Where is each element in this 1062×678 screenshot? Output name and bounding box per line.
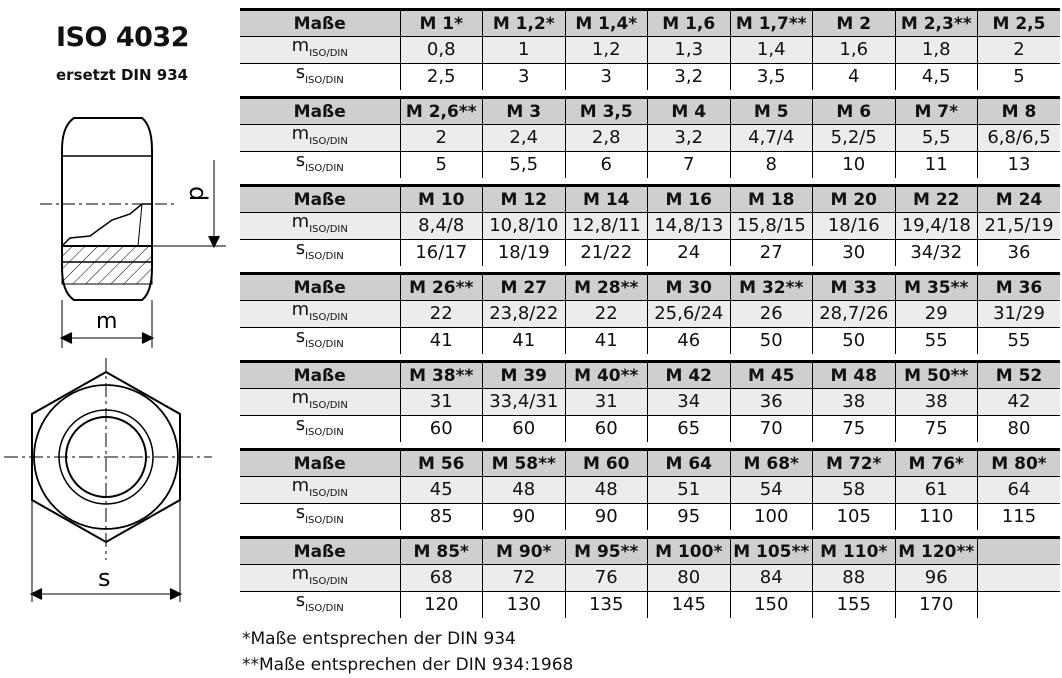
m-value-cell: 48 [483, 477, 566, 504]
size-cell: M 60 [565, 450, 648, 477]
size-cell: M 50** [895, 362, 978, 389]
m-value-cell: 38 [813, 389, 896, 416]
s-row [240, 240, 1060, 267]
size-cell: M 76* [895, 450, 978, 477]
s-row [240, 152, 1060, 179]
header-row [240, 274, 1060, 301]
s-row-label [240, 240, 400, 267]
size-cell: M 120** [895, 538, 978, 565]
size-cell: M 27 [483, 274, 566, 301]
s-symbol: s [295, 63, 306, 83]
m-symbol: m [291, 564, 310, 584]
m-value-cell: 76 [565, 565, 648, 592]
header-row [240, 186, 1060, 213]
size-table [240, 536, 1060, 618]
size-table [240, 8, 1060, 90]
s-value-cell: 5 [400, 152, 483, 179]
page-subtitle: ersetzt DIN 934 [56, 66, 189, 84]
size-cell: M 2,6** [400, 98, 483, 125]
size-cell: M 39 [483, 362, 566, 389]
s-value-cell: 4 [813, 64, 896, 91]
m-row-label [240, 477, 400, 504]
m-value-cell: 10,8/10 [483, 213, 566, 240]
header-row-label: Maße [240, 538, 400, 565]
m-row [240, 37, 1060, 64]
s-value-cell: 24 [648, 240, 731, 267]
s-value-cell: 170 [895, 592, 978, 619]
m-value-cell: 96 [895, 565, 978, 592]
m-value-cell: 8,4/8 [400, 213, 483, 240]
m-value-cell: 2 [400, 125, 483, 152]
size-cell: M 3,5 [565, 98, 648, 125]
s-value-cell [978, 592, 1061, 619]
s-value-cell: 105 [813, 504, 896, 531]
dimension-label-s: s [98, 564, 111, 592]
m-value-cell: 5,2/5 [813, 125, 896, 152]
size-cell: M 6 [813, 98, 896, 125]
s-value-cell: 145 [648, 592, 731, 619]
size-cell: M 30 [648, 274, 731, 301]
size-cell: M 72* [813, 450, 896, 477]
m-value-cell: 1,4 [730, 37, 813, 64]
s-value-cell: 50 [730, 328, 813, 355]
s-value-cell: 130 [483, 592, 566, 619]
s-symbol: s [295, 239, 306, 259]
size-cell: M 68* [730, 450, 813, 477]
size-cell: M 2 [813, 10, 896, 37]
m-value-cell: 18/16 [813, 213, 896, 240]
header-row-label: Maße [240, 362, 400, 389]
m-value-cell: 1,3 [648, 37, 731, 64]
m-value-cell: 88 [813, 565, 896, 592]
s-value-cell: 65 [648, 416, 731, 443]
s-subscript: ISO/DIN [305, 75, 344, 86]
m-value-cell: 1,8 [895, 37, 978, 64]
s-row-label [240, 416, 400, 443]
s-row [240, 592, 1060, 619]
s-value-cell: 90 [483, 504, 566, 531]
s-row-label [240, 64, 400, 91]
size-cell: M 8 [978, 98, 1061, 125]
s-value-cell: 16/17 [400, 240, 483, 267]
s-value-cell: 2,5 [400, 64, 483, 91]
s-value-cell: 110 [895, 504, 978, 531]
size-cell: M 42 [648, 362, 731, 389]
m-value-cell: 6,8/6,5 [978, 125, 1061, 152]
s-value-cell: 60 [565, 416, 648, 443]
m-value-cell: 2,4 [483, 125, 566, 152]
s-value-cell: 3,5 [730, 64, 813, 91]
s-value-cell: 55 [895, 328, 978, 355]
s-row [240, 64, 1060, 91]
size-cell: M 14 [565, 186, 648, 213]
s-value-cell: 27 [730, 240, 813, 267]
s-value-cell: 3 [565, 64, 648, 91]
header-row-label: Maße [240, 98, 400, 125]
s-value-cell: 75 [813, 416, 896, 443]
s-value-cell: 3,2 [648, 64, 731, 91]
s-value-cell: 150 [730, 592, 813, 619]
s-value-cell: 70 [730, 416, 813, 443]
s-value-cell: 60 [483, 416, 566, 443]
size-cell: M 18 [730, 186, 813, 213]
m-value-cell: 58 [813, 477, 896, 504]
m-value-cell: 5,5 [895, 125, 978, 152]
m-value-cell: 22 [400, 301, 483, 328]
header-row [240, 362, 1060, 389]
s-symbol: s [295, 503, 306, 523]
size-table [240, 360, 1060, 442]
size-cell: M 80* [978, 450, 1061, 477]
size-cell: M 32** [730, 274, 813, 301]
size-cell: M 7* [895, 98, 978, 125]
size-cell: M 64 [648, 450, 731, 477]
m-symbol: m [291, 300, 310, 320]
m-subscript: ISO/DIN [309, 48, 348, 59]
size-cell: M 100* [648, 538, 731, 565]
s-symbol: s [295, 327, 306, 347]
size-cell: M 40** [565, 362, 648, 389]
size-table [240, 184, 1060, 266]
m-value-cell: 1 [483, 37, 566, 64]
page-title: ISO 4032 [56, 22, 189, 53]
m-value-cell: 31/29 [978, 301, 1061, 328]
m-row-label [240, 301, 400, 328]
m-row [240, 389, 1060, 416]
header-row-label: Maße [240, 186, 400, 213]
s-value-cell: 7 [648, 152, 731, 179]
size-cell: M 105** [730, 538, 813, 565]
s-value-cell: 6 [565, 152, 648, 179]
s-value-cell: 100 [730, 504, 813, 531]
m-value-cell: 72 [483, 565, 566, 592]
side-view [40, 118, 226, 348]
s-value-cell: 55 [978, 328, 1061, 355]
size-cell: M 95** [565, 538, 648, 565]
m-symbol: m [291, 124, 310, 144]
s-symbol: s [295, 591, 306, 611]
m-value-cell: 26 [730, 301, 813, 328]
s-value-cell: 30 [813, 240, 896, 267]
m-value-cell: 51 [648, 477, 731, 504]
dimension-label-m: m [96, 309, 118, 334]
s-value-cell: 21/22 [565, 240, 648, 267]
s-value-cell: 5,5 [483, 152, 566, 179]
m-value-cell: 31 [400, 389, 483, 416]
size-cell: M 2,3** [895, 10, 978, 37]
m-value-cell [978, 565, 1061, 592]
m-value-cell: 80 [648, 565, 731, 592]
m-subscript: ISO/DIN [309, 576, 348, 587]
size-cell: M 58** [483, 450, 566, 477]
s-value-cell: 135 [565, 592, 648, 619]
size-cell: M 1,4* [565, 10, 648, 37]
size-cell: M 45 [730, 362, 813, 389]
m-row-label [240, 37, 400, 64]
m-symbol: m [291, 388, 310, 408]
m-symbol: m [291, 212, 310, 232]
header-row-label: Maße [240, 10, 400, 37]
s-value-cell: 3 [483, 64, 566, 91]
s-symbol: s [295, 415, 306, 435]
s-subscript: ISO/DIN [305, 163, 344, 174]
size-cell: M 2,5 [978, 10, 1061, 37]
m-value-cell: 61 [895, 477, 978, 504]
size-cell: M 36 [978, 274, 1061, 301]
s-value-cell: 18/19 [483, 240, 566, 267]
s-symbol: s [295, 151, 306, 171]
size-cell: M 4 [648, 98, 731, 125]
dimension-label-d: d [184, 186, 212, 202]
s-value-cell: 10 [813, 152, 896, 179]
footnote-1: *Maße entsprechen der DIN 934 [242, 629, 516, 649]
footnotes [242, 626, 573, 678]
m-value-cell: 54 [730, 477, 813, 504]
s-row-label [240, 504, 400, 531]
m-value-cell: 0,8 [400, 37, 483, 64]
m-value-cell: 28,7/26 [813, 301, 896, 328]
header-row-label: Maße [240, 274, 400, 301]
m-value-cell: 22 [565, 301, 648, 328]
m-value-cell: 4,7/4 [730, 125, 813, 152]
m-value-cell: 3,2 [648, 125, 731, 152]
s-subscript: ISO/DIN [305, 427, 344, 438]
size-cell: M 16 [648, 186, 731, 213]
m-row [240, 565, 1060, 592]
size-cell: M 22 [895, 186, 978, 213]
s-value-cell: 5 [978, 64, 1061, 91]
size-cell: M 1* [400, 10, 483, 37]
size-cell: M 24 [978, 186, 1061, 213]
m-symbol: m [291, 476, 310, 496]
m-value-cell: 38 [895, 389, 978, 416]
size-cell: M 28** [565, 274, 648, 301]
m-value-cell: 48 [565, 477, 648, 504]
m-row [240, 125, 1060, 152]
s-row [240, 416, 1060, 443]
m-row [240, 477, 1060, 504]
m-value-cell: 68 [400, 565, 483, 592]
m-value-cell: 2 [978, 37, 1061, 64]
s-value-cell: 50 [813, 328, 896, 355]
m-subscript: ISO/DIN [309, 488, 348, 499]
size-cell: M 33 [813, 274, 896, 301]
m-value-cell: 31 [565, 389, 648, 416]
m-value-cell: 1,2 [565, 37, 648, 64]
header-row [240, 98, 1060, 125]
s-row [240, 328, 1060, 355]
size-cell [978, 538, 1061, 565]
dimension-tables [240, 8, 1060, 624]
size-cell: M 10 [400, 186, 483, 213]
m-subscript: ISO/DIN [309, 224, 348, 235]
s-value-cell: 34/32 [895, 240, 978, 267]
size-cell: M 35** [895, 274, 978, 301]
m-row-label [240, 565, 400, 592]
m-value-cell: 42 [978, 389, 1061, 416]
m-row [240, 301, 1060, 328]
m-subscript: ISO/DIN [309, 136, 348, 147]
size-cell: M 3 [483, 98, 566, 125]
s-value-cell: 95 [648, 504, 731, 531]
size-cell: M 90* [483, 538, 566, 565]
header-row [240, 538, 1060, 565]
size-cell: M 5 [730, 98, 813, 125]
s-value-cell: 36 [978, 240, 1061, 267]
s-value-cell: 120 [400, 592, 483, 619]
m-value-cell: 19,4/18 [895, 213, 978, 240]
s-subscript: ISO/DIN [305, 339, 344, 350]
hex-nut-drawing [0, 0, 236, 678]
header-row-label: Maße [240, 450, 400, 477]
m-value-cell: 84 [730, 565, 813, 592]
size-table [240, 272, 1060, 354]
header-row [240, 10, 1060, 37]
size-cell: M 12 [483, 186, 566, 213]
m-value-cell: 12,8/11 [565, 213, 648, 240]
s-row-label [240, 328, 400, 355]
s-value-cell: 155 [813, 592, 896, 619]
size-cell: M 1,6 [648, 10, 731, 37]
s-subscript: ISO/DIN [305, 603, 344, 614]
m-row [240, 213, 1060, 240]
s-value-cell: 46 [648, 328, 731, 355]
left-panel [0, 0, 236, 678]
s-value-cell: 41 [565, 328, 648, 355]
size-cell: M 1,2* [483, 10, 566, 37]
s-value-cell: 41 [483, 328, 566, 355]
s-subscript: ISO/DIN [305, 515, 344, 526]
m-value-cell: 29 [895, 301, 978, 328]
m-value-cell: 2,8 [565, 125, 648, 152]
size-cell: M 48 [813, 362, 896, 389]
size-cell: M 1,7** [730, 10, 813, 37]
s-value-cell: 115 [978, 504, 1061, 531]
s-subscript: ISO/DIN [305, 251, 344, 262]
s-value-cell: 4,5 [895, 64, 978, 91]
m-value-cell: 34 [648, 389, 731, 416]
size-cell: M 26** [400, 274, 483, 301]
size-cell: M 110* [813, 538, 896, 565]
size-cell: M 52 [978, 362, 1061, 389]
s-row-label [240, 152, 400, 179]
size-cell: M 20 [813, 186, 896, 213]
size-table [240, 448, 1060, 530]
s-row [240, 504, 1060, 531]
s-value-cell: 75 [895, 416, 978, 443]
size-cell: M 38** [400, 362, 483, 389]
s-value-cell: 11 [895, 152, 978, 179]
s-value-cell: 41 [400, 328, 483, 355]
s-value-cell: 60 [400, 416, 483, 443]
m-value-cell: 45 [400, 477, 483, 504]
m-value-cell: 64 [978, 477, 1061, 504]
m-value-cell: 1,6 [813, 37, 896, 64]
footnote-2: **Maße entsprechen der DIN 934:1968 [242, 655, 574, 675]
m-value-cell: 15,8/15 [730, 213, 813, 240]
m-row-label [240, 213, 400, 240]
header-row [240, 450, 1060, 477]
m-row-label [240, 125, 400, 152]
m-value-cell: 23,8/22 [483, 301, 566, 328]
s-row-label [240, 592, 400, 619]
s-value-cell: 85 [400, 504, 483, 531]
m-row-label [240, 389, 400, 416]
size-cell: M 85* [400, 538, 483, 565]
s-value-cell: 90 [565, 504, 648, 531]
s-value-cell: 8 [730, 152, 813, 179]
m-value-cell: 25,6/24 [648, 301, 731, 328]
m-subscript: ISO/DIN [309, 312, 348, 323]
size-cell: M 56 [400, 450, 483, 477]
m-value-cell: 33,4/31 [483, 389, 566, 416]
m-value-cell: 36 [730, 389, 813, 416]
m-value-cell: 14,8/13 [648, 213, 731, 240]
s-value-cell: 80 [978, 416, 1061, 443]
size-table [240, 96, 1060, 178]
m-subscript: ISO/DIN [309, 400, 348, 411]
s-value-cell: 13 [978, 152, 1061, 179]
m-value-cell: 21,5/19 [978, 213, 1061, 240]
m-symbol: m [291, 36, 310, 56]
